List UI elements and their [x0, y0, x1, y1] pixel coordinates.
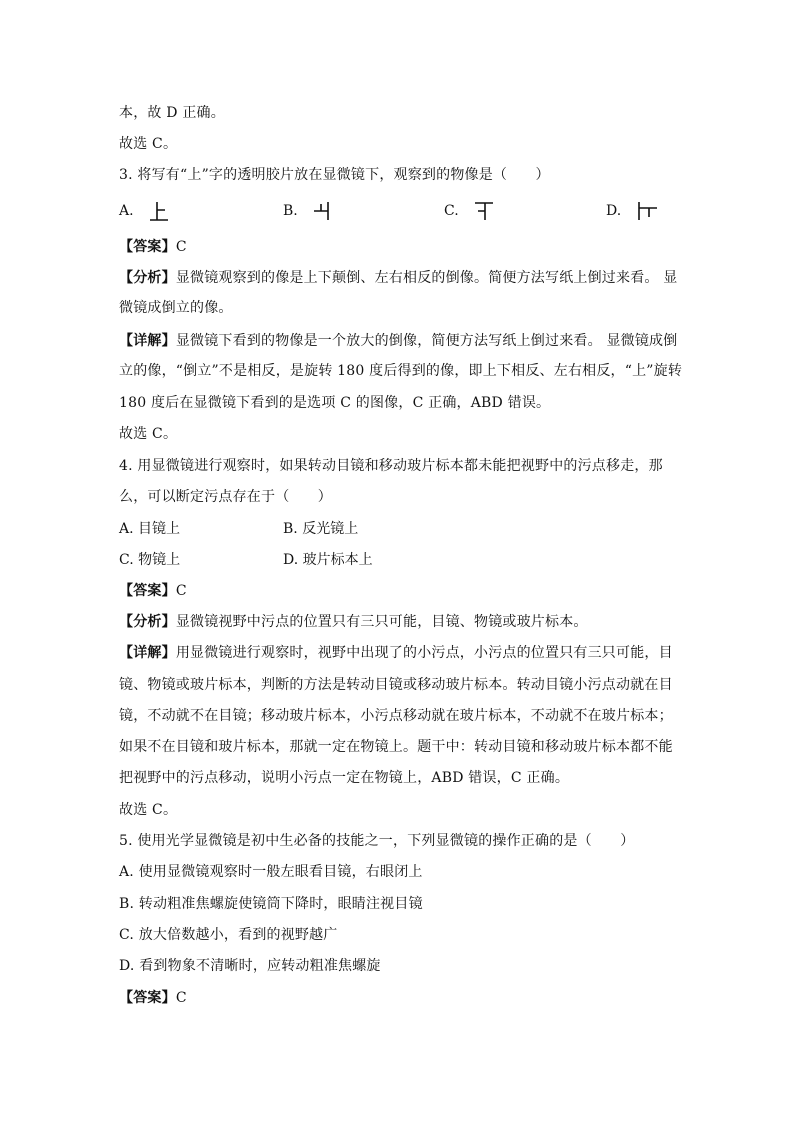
q3-analysis-line-2: 微镜成倒立的像。 [119, 300, 233, 316]
question-4-stem-line-2: 么，可以断定污点存在于（ ） [119, 489, 332, 505]
text-span: 显微镜下看到的物像是一个放大的倒像，简便方法写纸上倒过来看。 显微镜成倒 [175, 333, 678, 349]
text-span: 显微镜观察到的像是上下颠倒、左右相反的倒像。简便方法写纸上倒过来看。 显 [175, 270, 678, 286]
q3-detail-line-1 [119, 331, 677, 351]
answer-tag: 【答案】 [119, 239, 176, 255]
shang-rotated-right-glyph-icon [312, 200, 334, 222]
q3-option-a-label: A. [119, 203, 134, 219]
shang-rotated-left-glyph-icon [636, 200, 658, 222]
q3-option-c-label: C. [444, 203, 459, 219]
q3-option-d-label: D. [606, 203, 622, 219]
shang-upright-glyph-icon [148, 200, 170, 222]
q4-answer [119, 581, 187, 601]
q4-detail-line-4: 如果不在目镜和玻片标本，那就一定在物镜上。题干中：转动目镜和移动玻片标本都不能 [119, 739, 673, 755]
text-span: 用显微镜进行观察时，视野中出现了的小污点，小污点的位置只有三只可能，目 [175, 645, 673, 661]
answer-tag: 【答案】 [119, 583, 176, 599]
analysis-tag: 【分析】 [119, 270, 176, 286]
q3-select: 故选 C。 [119, 426, 178, 442]
select-line: 故选 C。 [119, 136, 178, 152]
question-3-stem: 3. 将写有“上”字的透明胶片放在显微镜下，观察到的物像是（ ） [119, 167, 550, 183]
answer-tag: 【答案】 [119, 990, 176, 1006]
q3-option-c [444, 200, 495, 222]
q3-answer [119, 237, 187, 257]
q4-option-c: C. 物镜上 [119, 552, 181, 568]
q4-detail-line-2: 镜、物镜或玻片标本，判断的方法是转动目镜或移动玻片标本。转动目镜小污点动就在目 [119, 677, 673, 693]
q3-option-b-label: B. [283, 203, 298, 219]
q4-detail-line-5: 把视野中的污点移动，说明小污点一定在物镜上，ABD 错误，C 正确。 [119, 770, 570, 786]
q5-option-d: D. 看到物象不清晰时，应转动粗准焦螺旋 [119, 958, 381, 974]
detail-tag: 【详解】 [119, 645, 176, 661]
q3-detail-line-2: 立的像，“倒立”不是相反，是旋转 180 度后得到的像，即上下相反、左右相反，“上”旋转 [119, 363, 683, 379]
answer-value: C [175, 990, 187, 1006]
text-span: 显微镜视野中污点的位置只有三只可能，目镜、物镜或玻片标本。 [175, 614, 588, 630]
q4-option-d: D. 玻片标本上 [283, 552, 373, 568]
q4-select: 故选 C。 [119, 802, 178, 818]
q4-option-b: B. 反光镜上 [283, 521, 359, 537]
q3-option-a [119, 200, 170, 222]
q3-detail-line-3: 180 度后在显微镜下看到的是选项 C 的图像，C 正确，ABD 错误。 [119, 395, 551, 411]
q3-option-b [283, 200, 334, 222]
q5-option-a: A. 使用显微镜观察时一般左眼看目镜，右眼闭上 [119, 864, 423, 880]
shang-inverted-glyph-icon [473, 200, 495, 222]
detail-tag: 【详解】 [119, 333, 176, 349]
question-4-stem-line-1: 4. 用显微镜进行观察时，如果转动目镜和移动玻片标本都未能把视野中的污点移走，那 [119, 458, 663, 474]
q4-analysis [119, 612, 588, 632]
q3-option-d [606, 200, 658, 222]
answer-value: C [175, 583, 187, 599]
answer-value: C [175, 239, 187, 255]
analysis-tag: 【分析】 [119, 614, 176, 630]
q4-detail-line-3: 镜，不动就不在目镜；移动玻片标本，小污点移动就在玻片标本，不动就不在玻片标本； [119, 708, 673, 724]
q5-option-c: C. 放大倍数越小，看到的视野越广 [119, 927, 338, 943]
q4-option-a: A. 目镜上 [119, 521, 181, 537]
q3-analysis-line-1 [119, 268, 677, 288]
q5-answer [119, 988, 187, 1008]
text-line: 本，故 D 正确。 [119, 105, 225, 121]
q4-detail-line-1 [119, 643, 673, 663]
question-5-stem: 5. 使用光学显微镜是初中生必备的技能之一，下列显微镜的操作正确的是（ ） [119, 833, 635, 849]
q5-option-b: B. 转动粗准焦螺旋使镜筒下降时，眼睛注视目镜 [119, 896, 423, 912]
